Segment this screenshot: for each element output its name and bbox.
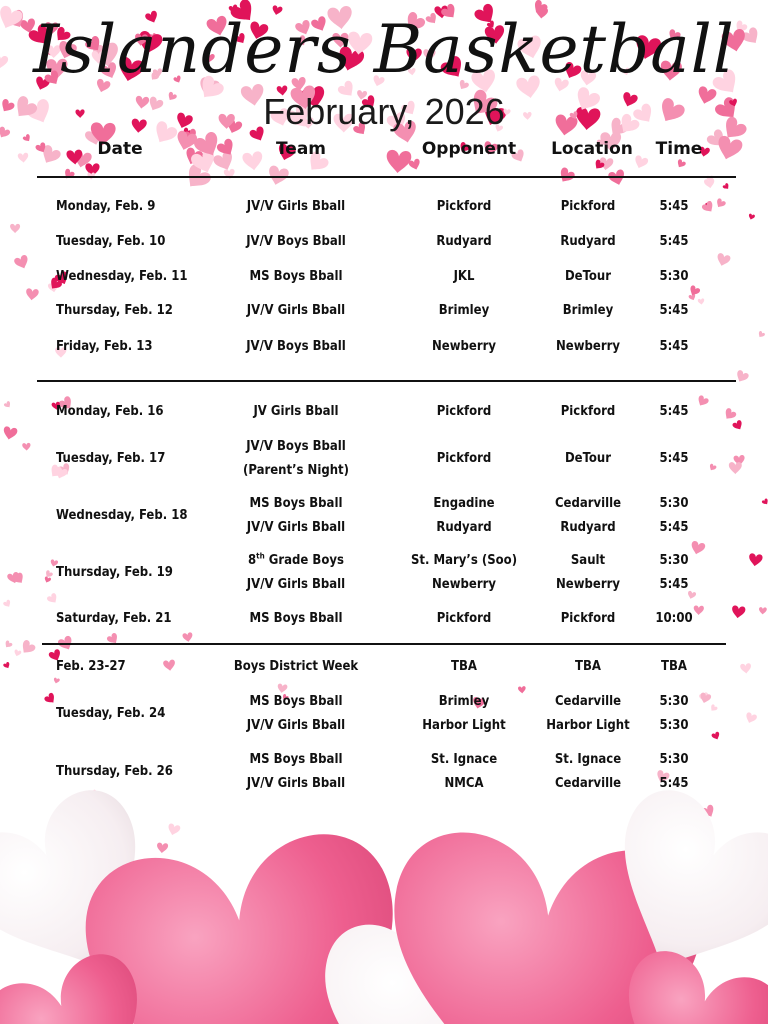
row-location: Brimley [562, 303, 614, 318]
row-time: 5:30 [659, 752, 689, 767]
row-opponent: Brimley [438, 694, 490, 709]
row-opponent: Rudyard [436, 234, 492, 249]
row-time: 5:30 [659, 269, 689, 284]
row-location: St. Ignace [554, 752, 622, 767]
row-team: Boys District Week [233, 659, 359, 674]
row-location: Harbor Light [546, 718, 630, 733]
row-opponent: Rudyard [436, 520, 492, 535]
confetti-heart-icon [3, 401, 12, 410]
row-team: JV Girls Bball [253, 404, 339, 419]
confetti-heart-icon [714, 198, 726, 210]
confetti-heart-icon [722, 183, 730, 191]
confetti-heart-icon [22, 443, 31, 451]
row-opponent: Brimley [438, 303, 490, 318]
confetti-heart-icon [13, 649, 21, 657]
row-team: MS Boys Bball [249, 752, 343, 767]
row-opponent: Pickford [436, 611, 492, 626]
row-time: 5:45 [659, 234, 689, 249]
confetti-heart-icon [18, 639, 36, 657]
row-date: Monday, Feb. 16 [56, 404, 164, 419]
row-team: JV/V Boys Bball [246, 339, 346, 354]
row-team: JV/V Girls Bball [246, 199, 346, 214]
row-location: Cedarville [554, 496, 622, 511]
row-date: Wednesday, Feb. 11 [56, 269, 188, 284]
row-time: 5:30 [659, 553, 689, 568]
column-header-team: Team [275, 139, 327, 159]
confetti-heart-icon [62, 168, 75, 181]
row-time: 10:00 [655, 611, 693, 626]
heart-balloon-icon [0, 777, 768, 1024]
row-opponent: JKL [453, 269, 475, 284]
confetti-heart-icon [761, 498, 768, 506]
row-time: TBA [661, 659, 687, 674]
row-date: Tuesday, Feb. 10 [56, 234, 166, 249]
row-opponent: Pickford [436, 451, 492, 466]
row-time: 5:30 [659, 496, 689, 511]
row-opponent: NMCA [444, 776, 484, 791]
divider-week-3 [42, 643, 726, 645]
confetti-heart-icon [3, 661, 11, 669]
confetti-heart-icon [715, 252, 731, 267]
row-team: MS Boys Bball [249, 611, 343, 626]
row-team: JV/V Girls Bball [246, 303, 346, 318]
row-team: JV/V Boys Bball [246, 439, 346, 454]
row-location: Cedarville [554, 776, 622, 791]
confetti-heart-icon [722, 407, 737, 422]
confetti-heart-icon [732, 419, 745, 431]
row-location: Pickford [560, 611, 616, 626]
confetti-heart-icon [182, 632, 193, 643]
row-location: Sault [570, 553, 606, 568]
divider-week-2 [37, 380, 736, 382]
row-date: Feb. 23-27 [56, 659, 126, 674]
row-opponent: Newberry [432, 339, 496, 354]
row-time: 5:45 [659, 199, 689, 214]
row-opponent: Harbor Light [422, 718, 506, 733]
row-location: Pickford [560, 199, 616, 214]
row-date: Thursday, Feb. 19 [56, 565, 173, 580]
row-team: 8th Grade Boys [248, 551, 344, 568]
confetti-heart-icon [22, 134, 32, 144]
row-date: Tuesday, Feb. 17 [56, 451, 166, 466]
confetti-heart-icon [3, 640, 13, 650]
row-opponent: TBA [451, 659, 477, 674]
confetti-heart-icon [25, 288, 39, 301]
row-opponent: Pickford [436, 404, 492, 419]
row-team: JV/V Girls Bball [246, 718, 346, 733]
row-location: DeTour [564, 451, 612, 466]
row-time: 5:45 [659, 404, 689, 419]
row-time: 5:45 [659, 339, 689, 354]
row-location: Newberry [556, 339, 620, 354]
row-opponent: Newberry [432, 577, 496, 592]
row-time: 5:45 [659, 776, 689, 791]
row-time: 5:30 [659, 718, 689, 733]
column-header-date: Date [97, 139, 143, 159]
row-team: MS Boys Bball [249, 269, 343, 284]
confetti-heart-icon [10, 224, 20, 233]
row-location: TBA [575, 659, 601, 674]
confetti-heart-icon [731, 605, 746, 619]
confetti-heart-icon [744, 712, 758, 725]
row-opponent: St. Mary’s (Soo) [410, 553, 518, 568]
row-time: 5:45 [659, 577, 689, 592]
row-team: MS Boys Bball [249, 694, 343, 709]
confetti-heart-icon [734, 369, 750, 384]
confetti-heart-icon [729, 462, 742, 474]
row-opponent: Pickford [436, 199, 492, 214]
row-location: Rudyard [560, 234, 616, 249]
row-team: (Parent’s Night) [243, 463, 349, 478]
page-title: Islanders Basketball [33, 11, 735, 88]
row-opponent: St. Ignace [430, 752, 498, 767]
row-team: JV/V Girls Bball [246, 520, 346, 535]
confetti-heart-icon [13, 254, 30, 271]
row-time: 5:30 [659, 694, 689, 709]
column-header-opponent: Opponent [421, 139, 517, 159]
column-header-location: Location [551, 139, 633, 159]
row-location: Cedarville [554, 694, 622, 709]
row-date: Tuesday, Feb. 24 [56, 706, 166, 721]
confetti-heart-icon [46, 592, 59, 605]
row-opponent: Engadine [433, 496, 495, 511]
row-location: DeTour [564, 269, 612, 284]
row-team: JV/V Girls Bball [246, 577, 346, 592]
row-date: Saturday, Feb. 21 [56, 611, 172, 626]
row-location: Rudyard [560, 520, 616, 535]
row-date: Friday, Feb. 13 [56, 339, 153, 354]
confetti-heart-icon [2, 426, 18, 441]
confetti-heart-icon [18, 153, 29, 164]
row-location: Pickford [560, 404, 616, 419]
row-team: JV/V Girls Bball [246, 776, 346, 791]
row-team: MS Boys Bball [249, 496, 343, 511]
divider-header [37, 176, 736, 178]
confetti-heart-icon [757, 330, 766, 338]
confetti-heart-icon [3, 599, 13, 608]
confetti-heart-icon [43, 576, 51, 584]
confetti-heart-icon [748, 213, 755, 220]
column-header-time: Time [655, 139, 703, 159]
page-subtitle: February, 2026 [263, 91, 505, 132]
row-location: Newberry [556, 577, 620, 592]
row-date: Monday, Feb. 9 [56, 199, 156, 214]
row-date: Thursday, Feb. 12 [56, 303, 173, 318]
row-date: Wednesday, Feb. 18 [56, 508, 188, 523]
row-time: 5:45 [659, 520, 689, 535]
confetti-heart-icon [748, 553, 763, 567]
row-time: 5:45 [659, 451, 689, 466]
confetti-heart-icon [759, 607, 767, 615]
row-time: 5:45 [659, 303, 689, 318]
row-date: Thursday, Feb. 26 [56, 764, 173, 779]
balloon-hearts-decoration [0, 760, 768, 1024]
confetti-heart-icon [740, 663, 752, 674]
row-team: JV/V Boys Bball [246, 234, 346, 249]
